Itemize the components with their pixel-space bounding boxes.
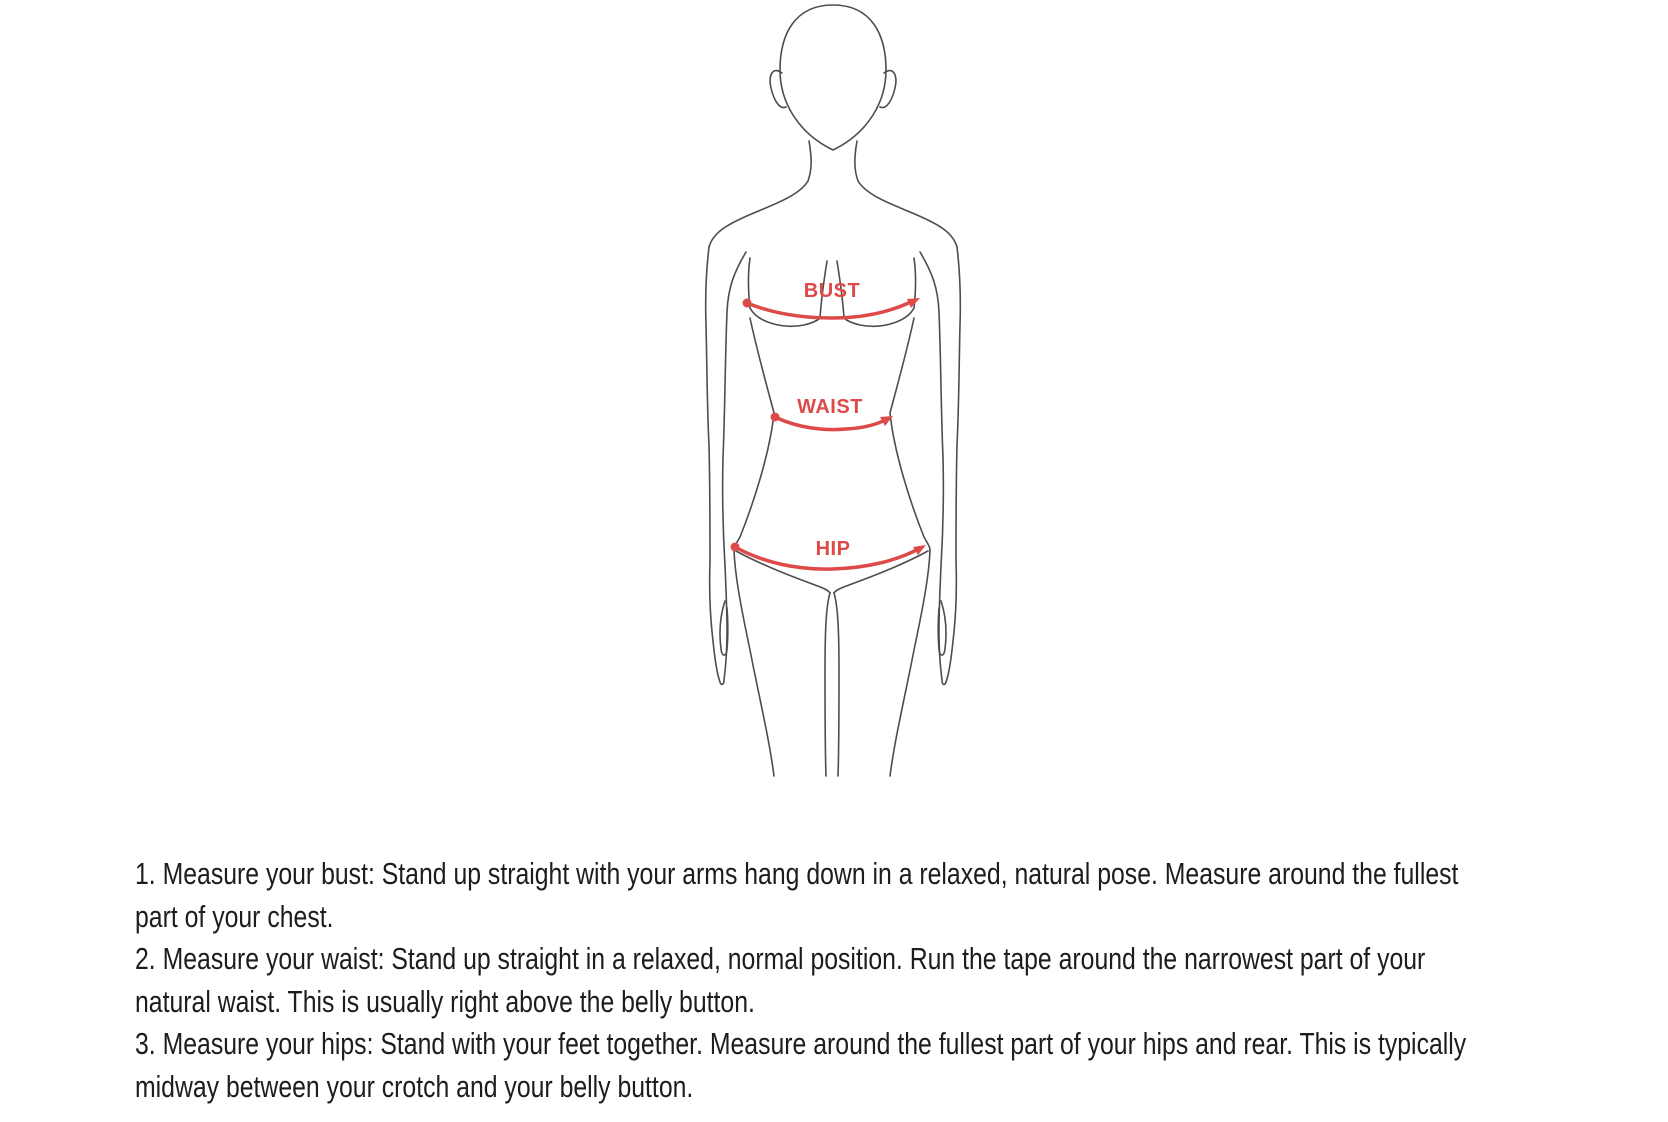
bust-label: BUST (803, 280, 861, 302)
figure-leg-inner-right (834, 593, 839, 776)
instruction-line-2: part of your chest. (135, 898, 334, 934)
hip-label: HIP (815, 538, 851, 560)
measurement-instructions (135, 853, 1668, 1109)
figure-torso-side-right (890, 318, 930, 550)
figure-head (780, 5, 886, 150)
figure-ear-left (770, 71, 786, 108)
waist-label: WAIST (797, 396, 863, 418)
instruction-line-6: midway between your crotch and your belly button. (135, 1068, 694, 1104)
hip-measure-dot (731, 543, 740, 552)
instruction-line-4: natural waist. This is usually right above the belly button. (135, 983, 755, 1019)
waist-measure-line (775, 417, 887, 430)
figure-hand-left (710, 561, 727, 684)
instruction-line-5: 3. Measure your hips: Stand with your feet together. Measure around the fullest part of your hips and rear. This is typically (135, 1026, 1467, 1062)
figure-arm-inner-left (723, 252, 746, 566)
waist-measure-dot (771, 413, 780, 422)
instruction-line-3: 2. Measure your waist: Stand up straight in a relaxed, normal position. Run the tape around the narrowest part of your (135, 941, 1426, 977)
measurement-marks (731, 280, 927, 569)
figure-leg-outer-right (890, 550, 930, 776)
instruction-line-1: 1. Measure your bust: Stand up straight with your arms hang down in a relaxed, natural pose. Measure around the fullest (135, 856, 1459, 891)
figure-hand-right (939, 561, 956, 684)
figure-arm-outer-left (706, 247, 710, 561)
figure-torso-side-left (734, 318, 774, 550)
figure-leg-outer-left (734, 550, 774, 776)
figure-neck-shoulder-left (709, 141, 811, 247)
body-measurement-diagram (622, 0, 1042, 790)
figure-ear-right (880, 71, 896, 108)
figure-arm-inner-right (920, 252, 943, 566)
bust-measure-dot (743, 299, 752, 308)
figure-arm-outer-right (956, 247, 960, 561)
figure-neck-shoulder-right (855, 141, 957, 247)
figure-leg-inner-left (825, 593, 830, 776)
bust-measure-line (747, 301, 913, 318)
figure-outline (706, 5, 961, 776)
